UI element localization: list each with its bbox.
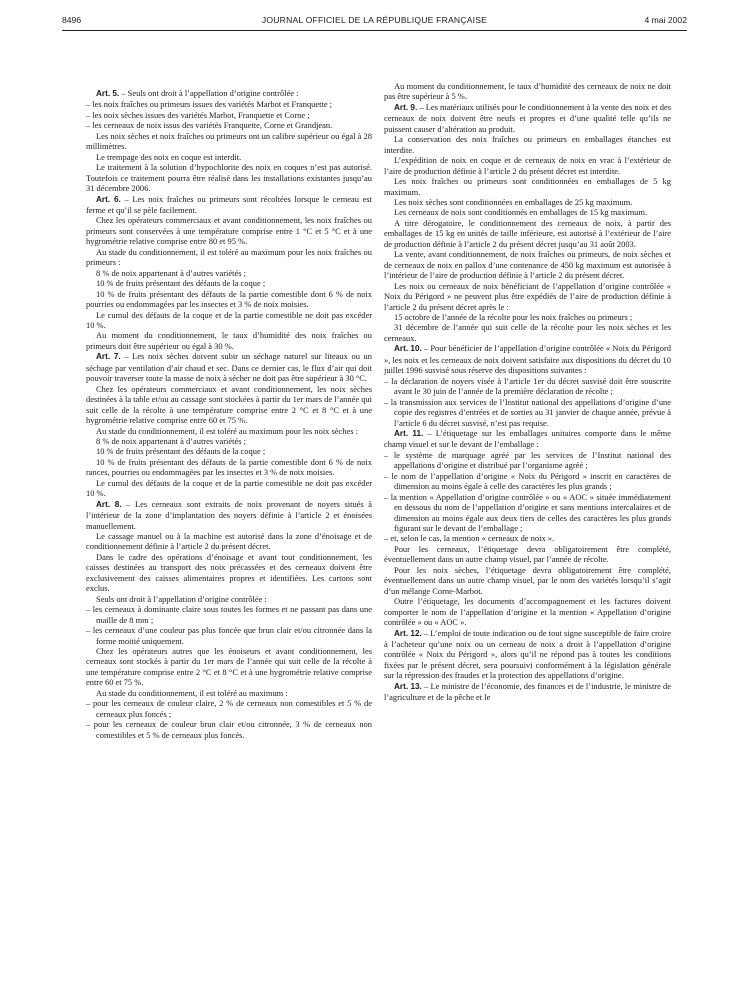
paragraph xyxy=(86,247,372,268)
left-column xyxy=(86,88,372,740)
paragraph-text: – la transmission aux services de l’Institut national des appellations d’origine d’une copie des registres d’entrées et de sorties au 31 janvier de chaque année, prévue à l’article 6 du décret susvisé, n’est pas requise. xyxy=(384,396,671,428)
article-paragraph xyxy=(384,102,671,134)
paragraph xyxy=(86,688,372,698)
paragraph xyxy=(86,478,372,499)
paragraph xyxy=(86,131,372,152)
paragraph xyxy=(384,207,671,217)
paragraph xyxy=(384,544,671,565)
paragraph xyxy=(86,384,372,426)
paragraph-text: A titre dérogatoire, le conditionnement des cerneaux de noix, à partir des emballages de 15 kg en unités de taille inférieure, est autorisé à l’extérieur de l’aire de production définie à l’article 2 du présent décret jusqu’au 31 août 2003. xyxy=(384,217,671,249)
paragraph-text: – et, selon le cas, la mention « cerneaux de noix ». xyxy=(384,533,555,544)
paragraph xyxy=(86,215,372,246)
paragraph xyxy=(86,278,372,288)
article-number: Art. 10. xyxy=(394,344,422,354)
list-item xyxy=(384,450,671,471)
paragraph-text: Les noix sèches et noix fraîches ou primeurs ont un calibre supérieur ou égal à 28 millimètres. xyxy=(86,130,372,152)
paragraph xyxy=(384,134,671,155)
issue-date: 4 mai 2002 xyxy=(644,15,687,25)
paragraph-text: Seuls ont droit à l’appellation d’origine contrôlée : xyxy=(96,593,267,604)
paragraph-text: Pour les cerneaux, l’étiquetage devra obligatoirement être complété, éventuellement dans un autre champ visuel, par l’année de récolte. xyxy=(384,543,671,565)
paragraph-text: Au moment du conditionnement, le taux d’humidité des noix fraîches ou primeurs doit être supérieur ou égal à 30 %. xyxy=(86,330,372,351)
paragraph-text: – les noix fraîches ou primeurs issues des variétés Marbot et Franquette ; xyxy=(86,99,333,110)
paragraph-text: Les noix sèches sont conditionnées en emballages de 25 kg maximum. xyxy=(394,196,633,207)
paragraph xyxy=(384,155,671,176)
paragraph xyxy=(86,446,372,456)
paragraph xyxy=(86,162,372,193)
list-item xyxy=(86,99,372,109)
paragraph-text: L’expédition de noix en coque et de cerneaux de noix en vrac à l’extérieur de l’aire de production définie à l’article 2 du présent décret est interdite. xyxy=(384,155,671,176)
article-number: Art. 13. xyxy=(394,681,422,691)
right-column xyxy=(384,81,671,703)
paragraph-text: – Les cerneaux sont extraits de noix provenant de noyers situés à l’intérieur de la zone d’implantation des noyers définie à l’article 2 et énoisées manuellement. xyxy=(86,498,372,531)
list-item xyxy=(384,376,671,397)
article-number: Art. 5. xyxy=(96,89,120,98)
paragraph-text: 10 % de fruits présentant des défauts de la partie comestible dont 6 % de noix rances, pourries ou endommagées par les insectes et 3 % de noix moisies. xyxy=(86,456,372,478)
paragraph-text: Chez les opérateurs commerciaux et avant conditionnement, les noix fraîches ou primeurs sont conservées à une température comprise entre 1 °C et 5 °C et à une hygrométrie relative comprise entre 80 et 95 %. xyxy=(86,215,372,247)
paragraph-text: – L’étiquetage sur les emballages unitaires comporte dans le même champ visuel et sur le devant de l’emballage : xyxy=(384,427,671,450)
paragraph xyxy=(86,268,372,278)
paragraph xyxy=(384,322,671,343)
paragraph-text: – pour les cerneaux de couleur brun clair et/ou citronnée, 3 % de cerneaux non comestibles et 5 % de cerneaux plus foncés. xyxy=(86,719,372,740)
paragraph-text: – Les matériaux utilisés pour le conditionnement à la vente des noix et des cerneaux de noix doivent être neufs et propres et d’une qualité telle qu’ils ne puissent causer d’altération au produit. xyxy=(384,101,671,134)
paragraph-text: – Seuls ont droit à l’appellation d’origine contrôlée : xyxy=(119,88,299,98)
paragraph-text: – les cerneaux d’une couleur pas plus foncée que brun clair et/ou citronnée dans la forme moitié uniquement. xyxy=(86,625,372,646)
paragraph xyxy=(86,330,372,351)
article-paragraph xyxy=(384,343,671,375)
paragraph-text: – Le ministre de l’économie, des finances et de l’industrie, le ministre de l’agriculture et de la pêche et le xyxy=(384,680,671,703)
paragraph xyxy=(384,176,671,197)
paragraph-text: 15 octobre de l’année de la récolte pour les noix fraîches ou primeurs ; xyxy=(394,311,633,322)
list-item xyxy=(384,492,671,534)
paragraph xyxy=(86,310,372,331)
article-number: Art. 11. xyxy=(394,428,424,438)
paragraph-text: Chez les opérateurs commerciaux et avant conditionnement, les noix sèches destinées à la table et/ou au cassage sont stockées à partir du 1er mars de l’année qui suit celle de la récolte à une température comprise entre 2 °C et 8 °C et à une hygrométrie relative comprise entre 60 et 75 %. xyxy=(86,383,372,426)
list-item xyxy=(384,471,671,492)
paragraph-text: Le cassage manuel ou à la machine est autorisé dans la zone d’énoisage et de conditionnement définie à l’article 2 du présent décret. xyxy=(86,531,372,552)
paragraph-text: Dans le cadre des opérations d’énoisage et avant tout conditionnement, les caisses destinées au transport des noix précassées et des cerneaux doivent être exclusivement des caisses alimentaires propres et identifiées. Les cartons sont exclus. xyxy=(86,551,372,594)
paragraph-text: – L’emploi de toute indication ou de tout signe susceptible de faire croire à l’acheteur qu’une noix ou un cerneau de noix a droit à l’appellation d’origine contrôlée « Noix du Périgord », alors qu’il ne répond pas à toutes les conditions fixées par le présent décret, sera poursuivi conformément à la législation générale sur la répression des fraudes et la protection des appellations d’origine. xyxy=(384,627,671,681)
article-number: Art. 12. xyxy=(394,628,422,638)
paragraph-text: 10 % de fruits présentant des défauts de la coque ; xyxy=(96,446,266,457)
paragraph-text: 31 décembre de l’année qui suit celle de la récolte pour les noix sèches et les cerneaux. xyxy=(384,322,671,343)
paragraph xyxy=(384,312,671,322)
paragraph-text: Les cerneaux de noix sont conditionnés en emballages de 15 kg maximum. xyxy=(394,207,648,218)
paragraph-text: – la mention « Appellation d’origine contrôlée » ou « AOC » située immédiatement en dessous du nom de l’appellation d’origine et sans mentions intercalaires et de dimension au moins égale aux deux tiers de celles des caractères les plus grands figurant sur le devant de l’emballage ; xyxy=(384,491,671,534)
page-number: 8496 xyxy=(62,15,82,25)
paragraph xyxy=(86,552,372,594)
paragraph-text: – Les noix sèches doivent subir un séchage naturel sur liteaux ou un séchage par ventilation d’air chaud et sec. Dans ce dernier cas, le flux d’air qui doit pouvoir traverser toute la masse de noix à sécher ne doit pas être supérieur à 30 °C. xyxy=(86,351,372,384)
list-item xyxy=(384,397,671,428)
paragraph-text: Chez les opérateurs autres que les énoiseurs et avant conditionnement, les cerneaux sont stockés à partir du 1er mars de l’année qui suit celle de la récolte à une température comprise entre 2 °C et 8 °C et à une hygrométrie relative comprise entre 60 et 75 %. xyxy=(86,646,372,688)
article-number: Art. 6. xyxy=(96,194,121,204)
article-paragraph xyxy=(384,428,671,450)
article-paragraph xyxy=(86,88,372,99)
paragraph xyxy=(86,426,372,436)
paragraph xyxy=(384,197,671,207)
paragraph xyxy=(384,565,671,596)
paragraph-text: La conservation des noix fraîches ou primeurs en emballages étanches est interdite. xyxy=(384,134,671,155)
list-item xyxy=(384,533,671,543)
paragraph xyxy=(86,594,372,604)
paragraph-text: – pour les cerneaux de couleur claire, 2 % de cerneaux non comestibles et 5 % de cerneaux plus foncés ; xyxy=(86,698,372,719)
paragraph-text: Le cumul des défauts de la coque et de la partie comestible ne doit pas excéder 10 %. xyxy=(86,477,372,499)
paragraph-text: 8 % de noix appartenant à d’autres variétés ; xyxy=(96,267,246,278)
paragraph-text: – Pour bénéficier de l’appellation d’origine contrôlée « Noix du Périgord », les noix et les cerneaux de noix doivent satisfaire aux dispositions du décret du 10 juillet 1996 susvisé sous réserve des dispositions suivantes : xyxy=(384,343,671,376)
paragraph-text: Au moment du conditionnement, le taux d’humidité des cerneaux de noix ne doit pas être supérieur à 5 %. xyxy=(384,81,671,102)
paragraph-text: Les noix ou cerneaux de noix bénéficiant de l’appellation d’origine contrôlée « Noix du Périgord » ne peuvent plus être expédiés de l’aire de production définie à l’article 2 du présent décret après le : xyxy=(384,280,671,312)
article-paragraph xyxy=(384,628,671,681)
paragraph xyxy=(384,249,671,280)
journal-title: JOURNAL OFFICIEL DE LA RÉPUBLIQUE FRANÇAISE xyxy=(261,15,488,25)
paragraph xyxy=(384,218,671,249)
paragraph-text: 10 % de fruits présentant des défauts de la partie comestible dont 6 % de noix pourries ou endommagées par les insectes et 3 % de noix moisies. xyxy=(86,288,372,310)
paragraph-text: – Les noix fraîches ou primeurs sont récoltées lorsque le cerneau est ferme et qu’il se pèle facilement. xyxy=(86,193,372,215)
paragraph-text: Le traitement à la solution d’hypochlorite des noix en coques n’est pas autorisé. Toutefois ce traitement pourra être réalisé dans les installations existantes jusqu’au 31 décembre 2006. xyxy=(86,162,372,194)
paragraph xyxy=(86,152,372,162)
paragraph-text: – la déclaration de noyers visée à l’article 1er du décret susvisé doit être souscrite avant le 30 juin de l’année de la première déclaration de récolte ; xyxy=(384,375,671,397)
paragraph xyxy=(384,81,671,102)
paragraph xyxy=(86,531,372,552)
paragraph-text: – les noix sèches issues des variétés Marbot, Franquette et Corne ; xyxy=(86,109,310,120)
article-paragraph xyxy=(86,351,372,383)
article-paragraph xyxy=(86,499,372,531)
paragraph-text: – les cerneaux de noix issus des variétés Franquette, Corne et Grandjean. xyxy=(86,120,333,131)
list-item xyxy=(86,625,372,646)
article-number: Art. 7. xyxy=(96,352,121,362)
paragraph-text: 10 % de fruits présentant des défauts de la coque ; xyxy=(96,278,266,289)
paragraph-text: Pour les noix sèches, l’étiquetage devra obligatoirement être complété, éventuellement dans un autre champ visuel, par le nom des variétés lorsqu’il s’agit d’un mélange Corne-Marbot. xyxy=(384,564,671,596)
list-item xyxy=(86,698,372,719)
article-number: Art. 8. xyxy=(96,499,122,509)
paragraph-text: La vente, avant conditionnement, de noix fraîches ou primeurs, de noix sèches et de cerneaux de noix en pallox d’une contenance de 450 kg maximum est autorisée à l’intérieur de l’aire de production définie à l’article 2 du présent décret. xyxy=(384,249,671,281)
article-paragraph xyxy=(86,194,372,216)
paragraph-text: – les cerneaux à dominante claire sous toutes les formes et ne passant pas dans une maille de 8 mm ; xyxy=(86,604,372,625)
paragraph xyxy=(384,281,671,312)
paragraph-text: Le trempage des noix en coque est interdit. xyxy=(96,151,242,162)
paragraph xyxy=(86,646,372,688)
paragraph-text: Au stade du conditionnement, il est toléré au maximum pour les noix sèches : xyxy=(96,425,358,436)
paragraph xyxy=(86,436,372,446)
page-header xyxy=(62,15,687,29)
paragraph xyxy=(384,596,671,627)
article-paragraph xyxy=(384,681,671,703)
paragraph-text: – le nom de l’appellation d’origine « Noix du Périgord » inscrit en caractères de dimension au moins égale à celle des caractères les plus grands ; xyxy=(384,470,671,492)
paragraph-text: 8 % de noix appartenant à d’autres variétés ; xyxy=(96,435,246,446)
paragraph-text: Au stade du conditionnement, il est toléré au maximum pour les noix fraîches ou primeurs : xyxy=(86,246,372,268)
paragraph-text: Le cumul des défauts de la coque et de la partie comestible ne doit pas excéder 10 %. xyxy=(86,309,372,330)
paragraph-text: Les noix fraîches ou primeurs sont conditionnées en emballages de 5 kg maximum. xyxy=(384,176,671,197)
list-item xyxy=(86,719,372,740)
paragraph-text: – le système de marquage agréé par les services de l’Institut national des appellations d’origine et distribué par l’organisme agréé ; xyxy=(384,449,671,471)
list-item xyxy=(86,120,372,130)
paragraph-text: Outre l’étiquetage, les documents d’accompagnement et les factures doivent comporter le nom de l’appellation d’origine et la mention « Appellation d’origine contrôlée » ou « AOC ». xyxy=(384,596,671,628)
paragraph xyxy=(86,289,372,310)
list-item xyxy=(86,604,372,625)
article-number: Art. 9. xyxy=(394,102,418,112)
header-rule xyxy=(62,30,687,31)
list-item xyxy=(86,110,372,120)
paragraph-text: Au stade du conditionnement, il est toléré au maximum : xyxy=(96,687,288,698)
paragraph xyxy=(86,457,372,478)
